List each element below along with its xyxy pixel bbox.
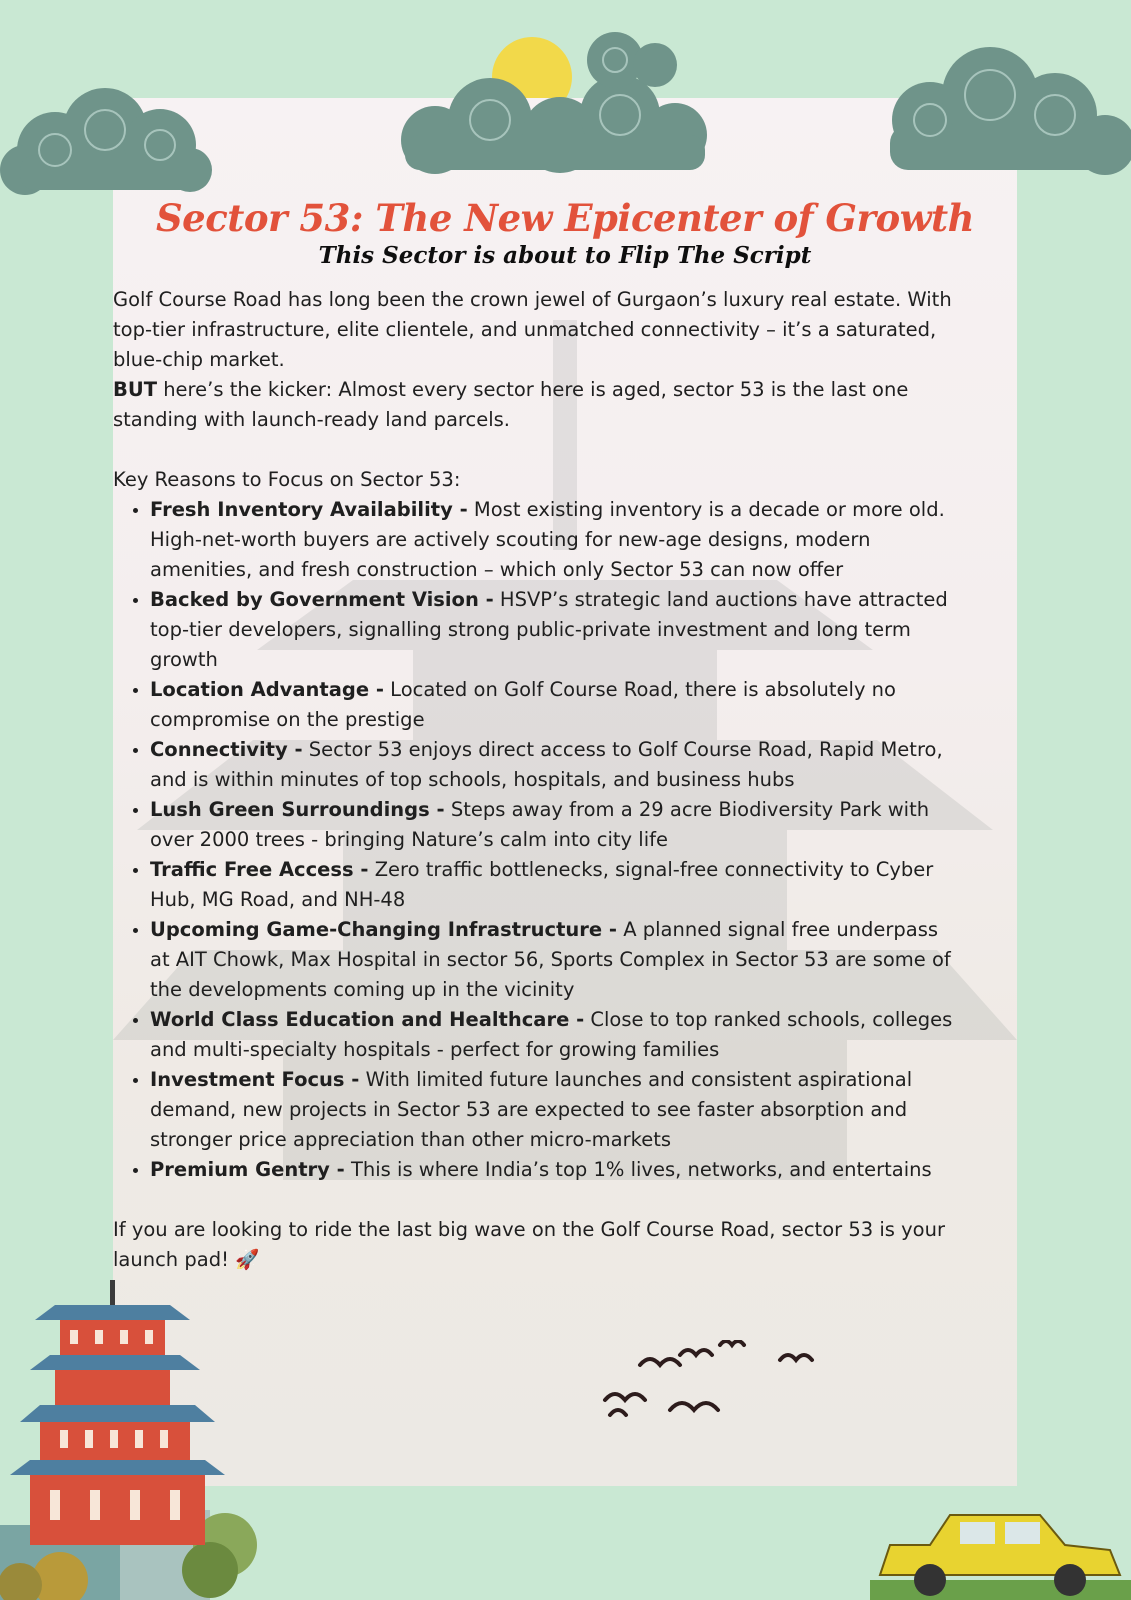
list-item-title: Location Advantage -: [150, 678, 384, 701]
cloud-icon: [0, 70, 220, 200]
list-item: [150, 795, 953, 855]
list-item-text: HSVP’s strategic land auctions have attracted top-tier developers, signalling strong public-private investment and long term growth: [150, 588, 948, 671]
kicker-bold: BUT: [113, 378, 157, 401]
list-item-text: A planned signal free underpass at AIT Chowk, Max Hospital in sector 56, Sports Complex in Sector 53 are some of the developments coming up in the vicinity: [150, 918, 951, 1001]
list-item: [150, 1065, 953, 1155]
list-item-text: Steps away from a 29 acre Biodiversity Park with over 2000 trees - bringing Nature’s calm into city life: [150, 798, 930, 851]
kicker-paragraph: [113, 375, 953, 435]
list-item-text: Located on Golf Course Road, there is absolutely no compromise on the prestige: [150, 678, 896, 731]
rocket-icon: 🚀: [235, 1248, 260, 1271]
list-item-text: Sector 53 enjoys direct access to Golf Course Road, Rapid Metro, and is within minutes of top schools, hospitals, and business hubs: [150, 738, 943, 791]
page-title: Sector 53: The New Epicenter of Growth: [155, 196, 975, 240]
list-item: [150, 495, 953, 585]
reasons-heading: Key Reasons to Focus on Sector 53:: [113, 468, 461, 491]
closing-paragraph: [113, 1215, 953, 1275]
cloud-icon: [365, 25, 755, 195]
list-item-title: Upcoming Game-Changing Infrastructure -: [150, 918, 618, 941]
car-icon: [870, 1500, 1131, 1600]
list-item: [150, 1005, 953, 1065]
list-item-text: With limited future launches and consistent aspirational demand, new projects in Sector 53 are expected to see faster absorption and stronger price appreciation than other micro-markets: [150, 1068, 913, 1151]
birds-icon: [600, 1340, 840, 1460]
list-item-title: Lush Green Surroundings -: [150, 798, 445, 821]
list-item-text: Close to top ranked schools, colleges and multi-specialty hospitals - perfect for growing families: [150, 1008, 953, 1061]
list-item-title: Investment Focus -: [150, 1068, 360, 1091]
list-item: [150, 855, 953, 915]
list-item: [150, 915, 953, 1005]
list-item: [150, 675, 953, 735]
list-item-title: World Class Education and Healthcare -: [150, 1008, 585, 1031]
list-item-title: Premium Gentry -: [150, 1158, 345, 1181]
page-subtitle: This Sector is about to Flip The Script: [318, 242, 812, 269]
list-item-text: Zero traffic bottlenecks, signal-free connectivity to Cyber Hub, MG Road, and NH-48: [150, 858, 934, 911]
reasons-list: [113, 495, 953, 1185]
list-item-text: This is where India’s top 1% lives, networks, and entertains: [344, 1158, 932, 1181]
cloud-icon: [870, 35, 1131, 210]
intro-paragraph: Golf Course Road has long been the crown jewel of Gurgaon’s luxury real estate. With top-tier infrastructure, elite clientele, and unmatched connectivity – it’s a saturated, blue-chip market.: [113, 288, 952, 371]
kicker-text: here’s the kicker: Almost every sector here is aged, sector 53 is the last one standing with launch-ready land parcels.: [113, 378, 909, 431]
list-item-title: Connectivity -: [150, 738, 303, 761]
list-item-text: Most existing inventory is a decade or more old. High-net-worth buyers are actively scouting for new-age designs, modern amenities, and fresh construction – which only Sector 53 can now offer: [150, 498, 945, 581]
list-item-title: Traffic Free Access -: [150, 858, 369, 881]
list-item: [150, 1155, 953, 1185]
pagoda-icon: [0, 1280, 285, 1600]
list-item: [150, 585, 953, 675]
list-item-title: Fresh Inventory Availability -: [150, 498, 468, 521]
list-item-title: Backed by Government Vision -: [150, 588, 494, 611]
list-item: [150, 735, 953, 795]
closing-text: If you are looking to ride the last big wave on the Golf Course Road, sector 53 is your launch pad!: [113, 1218, 945, 1271]
document-body: [113, 195, 975, 1275]
